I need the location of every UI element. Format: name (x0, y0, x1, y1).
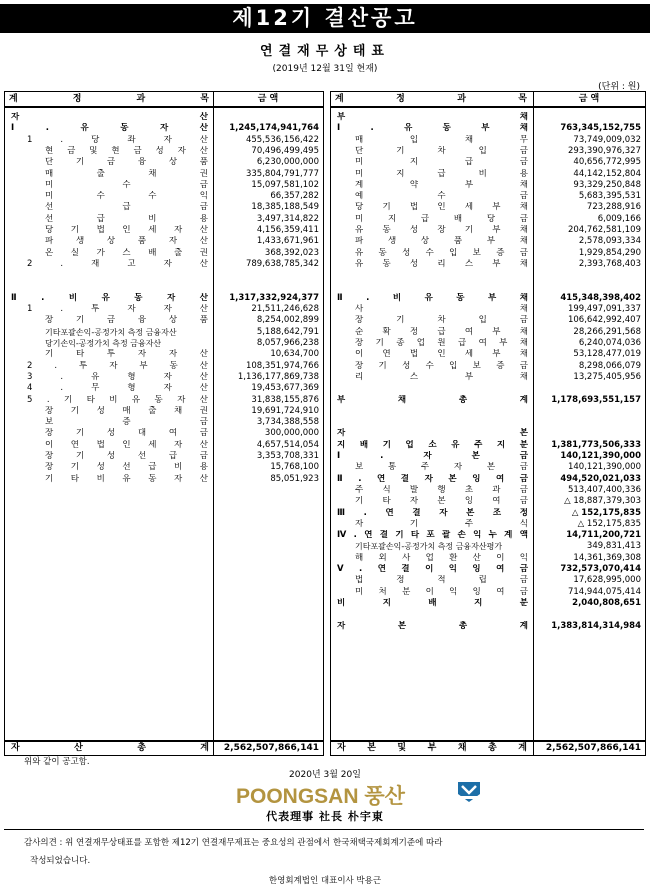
account-name: 온 실 가 스 배 출 권 (45, 247, 208, 258)
liabilities-equity-table (330, 91, 646, 756)
account-name: 자 기 주 식 (355, 518, 528, 529)
table-row (331, 293, 645, 304)
amount-value: 1,245,174,941,764 (229, 123, 319, 134)
table-row (331, 304, 645, 315)
amount-value: 140,121,390,000 (567, 462, 641, 473)
table-row (5, 293, 323, 304)
amount-value: 31,838,155,876 (251, 394, 319, 405)
account-name: 2 . 투 자 부 동 산 (27, 360, 208, 371)
amount-value: 3,353,708,331 (256, 451, 319, 461)
account-name: 보 통 주 자 본 금 (355, 462, 528, 473)
account-name: 예 수 금 (355, 191, 528, 202)
account-name: 단 기 차 입 금 (355, 145, 528, 156)
account-name: 1 . 당 좌 자 산 (27, 134, 208, 145)
table-row (331, 191, 645, 202)
table-row (331, 248, 645, 259)
account-name: 미 지 급 비 용 (355, 168, 528, 179)
account-name: 2 . 재 고 자 산 (27, 258, 208, 269)
liabilities-equity-total-row (331, 740, 645, 755)
amount-value: 789,638,785,342 (245, 258, 319, 269)
amount-value: 4,657,514,054 (256, 439, 319, 450)
table-row (331, 530, 645, 541)
account-name: 순 확 정 급 여 부 채 (355, 326, 528, 337)
amount-value: 17,628,995,000 (573, 575, 641, 586)
amount-value: 494,520,021,033 (560, 473, 641, 484)
account-name: 매 출 채 권 (45, 168, 208, 179)
account-name: 기 타 투 자 자 산 (45, 349, 208, 360)
table-row (5, 315, 323, 326)
table-row (331, 621, 645, 632)
account-name: 장 기 성 선 급 비 용 (45, 462, 208, 473)
amount-value: 108,351,974,766 (245, 360, 319, 371)
liabilities-equity-total-amount: 2,562,507,866,141 (545, 743, 641, 753)
table-row (331, 406, 645, 417)
amount-column-header: 금 액 (578, 94, 600, 104)
amount-value: 1,178,693,551,157 (551, 394, 641, 405)
table-row (5, 135, 323, 146)
account-name: 미 지 급 배 당 금 (355, 213, 528, 224)
amount-value: 3,734,388,558 (256, 417, 319, 428)
account-name: 계 약 부 채 (355, 179, 528, 190)
table-row (331, 428, 645, 439)
amount-value: 714,944,075,414 (567, 586, 641, 597)
amount-value: 5,188,642,791 (256, 326, 319, 337)
table-row (5, 169, 323, 180)
table-row (331, 383, 645, 394)
table-row (331, 541, 645, 552)
amount-value: 15,768,100 (270, 462, 319, 473)
table-row (331, 395, 645, 406)
liabilities-equity-total-label: 자 본 및 부 채 총 계 (337, 743, 527, 753)
amount-value: 19,453,677,369 (251, 383, 319, 394)
account-name: 미 수 금 (45, 179, 208, 190)
account-name: 당 기 법 인 세 자 산 (45, 225, 208, 235)
company-logo-mark-icon (456, 780, 482, 804)
table-row (5, 428, 323, 439)
amount-value: 293,390,976,327 (567, 145, 641, 156)
assets-table-header (5, 92, 323, 108)
table-row (331, 361, 645, 372)
account-name: 파 생 상 품 부 채 (355, 236, 528, 247)
account-name: 부 채 총 계 (337, 394, 528, 405)
amount-value: 40,656,772,995 (573, 157, 641, 168)
amount-value: 14,711,200,721 (566, 530, 641, 541)
table-row (5, 157, 323, 168)
table-row (331, 587, 645, 598)
amount-value: 15,097,581,102 (251, 179, 319, 190)
table-row (5, 372, 323, 383)
amount-value: 2,578,093,334 (578, 236, 641, 247)
amount-value: 140,121,390,000 (560, 451, 641, 461)
table-row (331, 112, 645, 123)
amount-value: △ 152,175,835 (571, 507, 641, 518)
amount-value: 1,433,671,961 (256, 236, 319, 247)
table-row (331, 270, 645, 281)
account-name: 선 급 비 용 (45, 213, 208, 224)
table-row (5, 338, 323, 349)
table-row (5, 180, 323, 191)
table-row (331, 236, 645, 247)
table-row (5, 383, 323, 394)
liabilities-table-header (331, 92, 645, 108)
account-name: 장 기 차 입 금 (355, 315, 528, 326)
table-row (331, 575, 645, 586)
account-name: Ⅱ . 연 결 자 본 잉 여 금 (337, 473, 528, 484)
amount-value: 6,230,000,000 (256, 157, 319, 168)
amount-value: 8,298,066,079 (578, 360, 641, 371)
table-row (5, 248, 323, 259)
amount-value: △ 18,887,379,303 (564, 496, 641, 507)
table-row (331, 474, 645, 485)
account-name: Ⅰ . 자 본 금 (337, 451, 528, 461)
amount-value: 19,691,724,910 (251, 405, 319, 416)
amount-value: 723,288,916 (586, 202, 641, 213)
table-row (5, 327, 323, 338)
amount-value: 732,573,070,414 (560, 564, 641, 574)
account-name: 비 지 배 지 분 (337, 597, 528, 608)
amount-value: 66,357,282 (270, 191, 319, 202)
assets-total-amount: 2,562,507,866,141 (223, 743, 319, 753)
statement-date: (2019년 12월 31일 현재) (272, 64, 378, 74)
amount-value: 106,642,992,407 (567, 315, 641, 326)
account-name: 장 기 성 매 출 채 권 (45, 405, 208, 416)
divider (4, 829, 644, 830)
amount-value: 2,393,768,403 (578, 258, 641, 269)
amount-value: 1,381,773,506,333 (551, 439, 641, 450)
table-row (331, 214, 645, 225)
account-name: 5 . 기 타 비 유 동 자 산 (27, 394, 208, 405)
table-row (5, 349, 323, 360)
table-row (5, 236, 323, 247)
account-name: 1 . 투 자 자 산 (27, 304, 208, 315)
amount-value: 8,057,966,238 (256, 338, 319, 348)
unit-label: (단위 : 원) (598, 82, 640, 92)
statement-title: 연결재무상태표 (260, 44, 390, 59)
amount-value: 13,275,405,956 (573, 371, 641, 382)
assets-total-row (5, 740, 323, 755)
account-name: 장 기 종 업 원 급 여 부 채 (355, 338, 528, 348)
amount-value: 1,317,332,924,377 (229, 292, 319, 303)
account-name: 부 채 (337, 112, 528, 122)
amount-value: 85,051,923 (270, 473, 319, 484)
amount-value: 21,511,246,628 (251, 304, 319, 315)
table-row (5, 112, 323, 123)
table-row (5, 282, 323, 293)
amount-value: 763,345,152,755 (560, 123, 641, 134)
amount-value: 300,000,000 (264, 428, 319, 439)
table-row (331, 462, 645, 473)
account-name: Ⅳ . 연 결 기 타 포 괄 손 익 누 계 액 (337, 530, 528, 541)
account-name: 자 산 (11, 112, 208, 122)
account-name: Ⅰ . 유 동 자 산 (11, 123, 208, 134)
audit-opinion-line: 감사의견 : 위 연결재무상태표를 포함한 제12기 연결재무제표는 중요성의 관점에서 한국채택국제회계기준에 따라 (24, 838, 443, 848)
amount-value: 5,683,395,531 (578, 191, 641, 202)
table-row (331, 485, 645, 496)
table-row (5, 270, 323, 281)
table-row (5, 451, 323, 462)
amount-value: 1,929,854,290 (578, 247, 641, 258)
amount-value: 8,254,002,899 (256, 315, 319, 326)
amount-value: 204,762,581,109 (567, 225, 641, 235)
amount-value: 368,392,023 (264, 247, 319, 258)
account-name: 기타포괄손익-공정가치 측정 금융자산 (45, 327, 177, 337)
table-row (331, 157, 645, 168)
table-row (331, 259, 645, 270)
table-row (5, 214, 323, 225)
table-row (5, 395, 323, 406)
table-row (331, 519, 645, 530)
account-name: 기타포괄손익-공정가치 측정 금융자산평가 (355, 542, 503, 552)
account-name: 해 외 사 업 환 산 이 익 (355, 552, 528, 563)
table-row (331, 169, 645, 180)
account-name: 유 동 성 리 스 부 채 (355, 258, 528, 269)
amount-value: 44,142,152,804 (573, 168, 641, 179)
account-name: 미 처 분 이 익 잉 여 금 (355, 586, 528, 597)
account-name: 당 기 법 인 세 부 채 (355, 202, 528, 213)
amount-value: 3,497,314,822 (256, 213, 319, 224)
table-row (5, 406, 323, 417)
amount-value: 6,009,166 (597, 213, 641, 224)
table-row (331, 598, 645, 609)
table-row (331, 315, 645, 326)
table-row (331, 496, 645, 507)
notice-note: 위와 같이 공고함. (24, 757, 90, 767)
account-name: 4 . 무 형 자 산 (27, 383, 208, 394)
amount-value: 70,496,499,495 (251, 145, 319, 156)
table-row (5, 304, 323, 315)
amount-column-header: 금 액 (257, 94, 279, 104)
table-row (331, 225, 645, 236)
account-name: 법 정 적 립 금 (355, 575, 528, 586)
account-name: Ⅲ . 연 결 자 본 조 정 (337, 507, 528, 518)
table-row (331, 440, 645, 451)
account-name: Ⅰ . 유 동 부 채 (337, 123, 528, 134)
table-row (331, 327, 645, 338)
account-name: 장 기 성 대 여 금 (45, 428, 208, 439)
amount-value: 1,383,814,314,984 (551, 620, 641, 631)
table-row (5, 202, 323, 213)
table-row (5, 146, 323, 157)
amount-value: 53,128,477,019 (573, 349, 641, 360)
account-name: 기 타 자 본 잉 여 금 (355, 496, 528, 507)
table-row (331, 338, 645, 349)
table-row (331, 349, 645, 360)
account-name: 자 본 총 계 (337, 620, 528, 631)
account-name: 유 동 성 장 기 부 채 (355, 225, 528, 235)
account-name: Ⅱ . 비 유 동 부 채 (337, 292, 528, 303)
account-name: 장 기 금 융 상 품 (45, 315, 208, 326)
account-name: 유 동 성 수 입 보 증 금 (355, 247, 528, 258)
table-row (331, 123, 645, 134)
account-name: 주 식 발 행 초 과 금 (355, 484, 528, 495)
audit-opinion (24, 834, 624, 870)
amount-value: 199,497,091,337 (567, 304, 641, 315)
amount-value: 455,536,156,422 (245, 134, 319, 145)
publication-date: 2020년 3월 20일 (289, 770, 361, 780)
table-row (331, 180, 645, 191)
table-row (5, 417, 323, 428)
table-row (331, 564, 645, 575)
amount-value: 6,240,074,036 (578, 338, 641, 348)
account-name: 장 기 성 선 급 금 (45, 451, 208, 461)
account-name: 현 금 및 현 금 성 자 산 (45, 145, 208, 156)
account-name: 자 본 (337, 428, 528, 439)
company-logo: POONGSAN 풍산 (236, 785, 405, 808)
table-row (331, 417, 645, 428)
amount-value: 10,634,700 (270, 349, 319, 360)
account-name: 기 타 비 유 동 자 산 (45, 473, 208, 484)
account-column-header: 계 정 과 목 (9, 94, 209, 104)
assets-table (4, 91, 324, 756)
table-row (331, 553, 645, 564)
table-row (5, 123, 323, 134)
auditor-name: 한영회계법인 대표이사 박용근 (268, 876, 382, 886)
assets-total-label: 자 산 총 계 (11, 743, 209, 753)
amount-value: 73,749,009,032 (573, 134, 641, 145)
account-name: 3 . 유 형 자 산 (27, 371, 208, 382)
account-name: 매 입 채 무 (355, 134, 528, 145)
account-name: 단 기 금 융 상 품 (45, 157, 208, 168)
amount-value: 93,329,250,848 (573, 179, 641, 190)
amount-value: 349,831,413 (586, 541, 641, 552)
table-row (331, 282, 645, 293)
table-row (331, 451, 645, 462)
amount-value: 28,266,291,568 (573, 326, 641, 337)
account-name: 당기손익-공정가치 측정 금융자산 (45, 339, 162, 348)
account-name: 이 연 법 인 세 부 채 (355, 349, 528, 360)
account-name: 미 지 급 금 (355, 157, 528, 168)
account-column-header: 계 정 과 목 (335, 94, 527, 104)
account-name: 선 급 금 (45, 202, 208, 213)
amount-value: 2,040,808,651 (572, 597, 641, 608)
table-row (331, 135, 645, 146)
amount-value: 14,361,369,308 (573, 552, 641, 563)
notice-title: 제12기 결산공고 (0, 4, 650, 33)
amount-value: 4,156,359,411 (256, 225, 319, 235)
account-name: Ⅴ . 연 결 이 익 잉 여 금 (337, 564, 528, 574)
table-row (5, 259, 323, 270)
table-row (331, 508, 645, 519)
table-row (331, 202, 645, 213)
table-row (5, 191, 323, 202)
account-name: 보 증 금 (45, 417, 208, 428)
account-name: Ⅱ . 비 유 동 자 산 (11, 292, 208, 303)
table-row (331, 609, 645, 620)
table-row (5, 474, 323, 485)
table-row (331, 372, 645, 383)
amount-value: 513,407,400,336 (567, 484, 641, 495)
amount-value: 1,136,177,869,738 (237, 371, 319, 382)
ceo-signature: 代表理事 社長 朴宇東 (266, 810, 384, 823)
amount-value: 18,385,188,549 (251, 202, 319, 213)
table-row (5, 361, 323, 372)
account-name: 장 기 성 수 입 보 증 금 (355, 360, 528, 371)
account-name: 사 채 (355, 304, 528, 315)
table-row (331, 146, 645, 157)
audit-opinion-line: 작성되었습니다. (30, 856, 91, 866)
amount-value: 335,804,791,777 (245, 168, 319, 179)
account-name: 지 배 기 업 소 유 주 지 분 (337, 439, 528, 450)
table-row (5, 440, 323, 451)
table-row (5, 225, 323, 236)
account-name: 이 연 법 인 세 자 산 (45, 439, 208, 450)
amount-value: 415,348,398,402 (560, 292, 641, 303)
account-name: 파 생 상 품 자 산 (45, 236, 208, 247)
amount-value: △ 152,175,835 (577, 518, 641, 529)
account-name: 리 스 부 채 (355, 371, 528, 382)
table-row (5, 462, 323, 473)
account-name: 미 수 수 익 (45, 191, 208, 202)
